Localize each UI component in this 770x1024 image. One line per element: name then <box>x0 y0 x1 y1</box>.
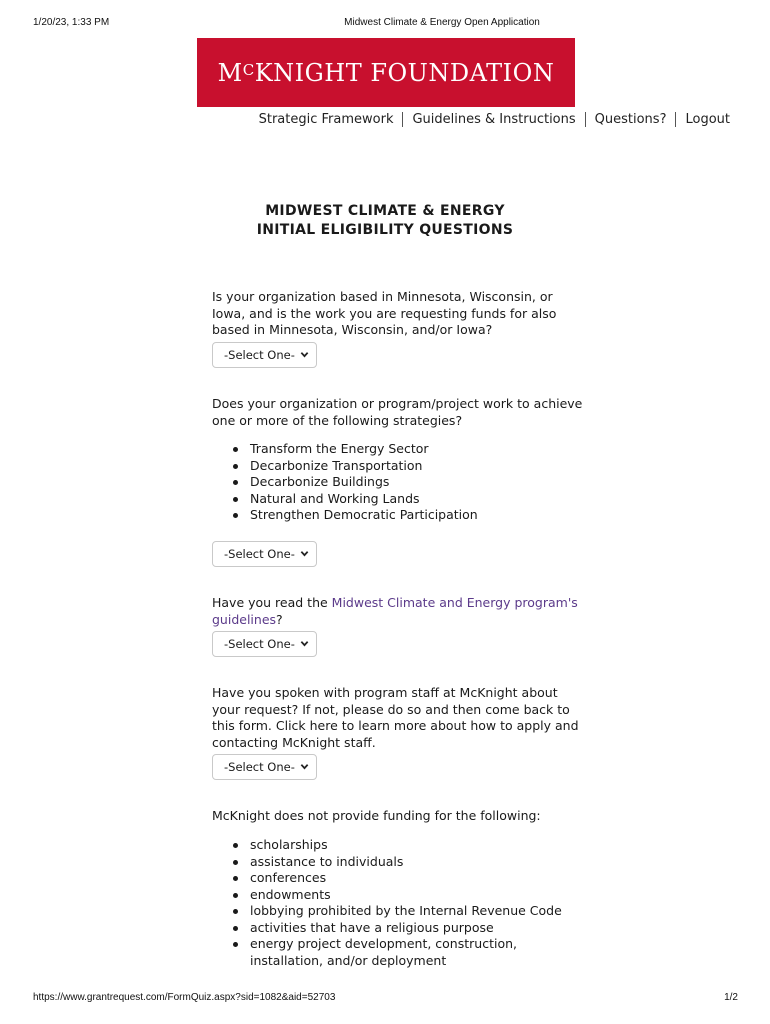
print-page-number: 1/2 <box>724 992 738 1003</box>
chevron-down-icon <box>300 639 309 648</box>
exclusions-intro: McKnight does not provide funding for the following: <box>212 808 541 823</box>
guidelines-link[interactable]: Midwest Climate and Energy program's guidelines <box>212 595 578 627</box>
list-item: Natural and Working Lands <box>233 491 478 508</box>
chevron-down-icon <box>300 549 309 558</box>
nav-logout[interactable]: Logout <box>685 112 730 127</box>
nav-guidelines-instructions[interactable]: Guidelines & Instructions <box>412 112 576 127</box>
page-title <box>0 202 770 240</box>
list-item: conferences <box>233 870 583 887</box>
question-4-select[interactable] <box>212 754 317 780</box>
list-item: lobbying prohibited by the Internal Revenue Code <box>233 903 583 920</box>
question-3-select-value: -Select One- <box>224 637 295 651</box>
chevron-down-icon <box>300 762 309 771</box>
logo-text: $M^CKNIGHT$ FOUNDATION <box>217 58 555 87</box>
top-nav <box>259 112 730 127</box>
list-item: activities that have a religious purpose <box>233 920 583 937</box>
page-title-line-2: INITIAL ELIGIBILITY QUESTIONS <box>256 222 514 238</box>
list-item: scholarships <box>233 837 583 854</box>
question-1-select-value: -Select One- <box>224 348 295 362</box>
question-1-text: Is your organization based in Minnesota, Wisconsin, or Iowa, and is the work you are requesting funds for also based in Minnesota, Wisconsin, and/or Iowa? <box>212 289 557 337</box>
question-2-text: Does your organization or program/project work to achieve one or more of the following strategies? <box>212 396 583 428</box>
list-item: Transform the Energy Sector <box>233 441 478 458</box>
chevron-down-icon <box>300 350 309 359</box>
list-item: assistance to individuals <box>233 854 583 871</box>
list-item: endowments <box>233 887 583 904</box>
question-4-select-value: -Select One- <box>224 760 295 774</box>
mcknight-logo[interactable] <box>197 38 575 107</box>
print-datetime: 1/20/23, 1:33 PM <box>33 17 110 28</box>
page-title-line-1: MIDWEST CLIMATE & ENERGY <box>265 203 505 219</box>
exclusions-list <box>233 837 583 969</box>
question-3-select[interactable] <box>212 631 317 657</box>
list-item: Decarbonize Transportation <box>233 458 478 475</box>
list-item: Strengthen Democratic Participation <box>233 507 478 524</box>
print-url: https://www.grantrequest.com/FormQuiz.aspx?sid=1082&aid=52703 <box>33 992 336 1003</box>
nav-divider <box>402 112 403 127</box>
nav-strategic-framework[interactable]: Strategic Framework <box>258 112 394 127</box>
nav-divider <box>585 112 586 127</box>
nav-questions[interactable]: Questions? <box>594 112 667 127</box>
list-item: energy project development, construction, installation, and/or deployment <box>233 936 583 969</box>
question-2-select[interactable] <box>212 541 317 567</box>
list-item: Decarbonize Buildings <box>233 474 478 491</box>
question-4-text: Have you spoken with program staff at McKnight about your request? If not, please do so and then come back to this form. Click here to learn more about how to apply and contacting McKnight staff. <box>212 685 579 750</box>
print-page-title: Midwest Climate & Energy Open Application <box>344 17 540 28</box>
question-1-select[interactable] <box>212 342 317 368</box>
question-2-select-value: -Select One- <box>224 547 295 561</box>
strategy-list <box>233 441 478 524</box>
question-3-text: Have you read the Midwest Climate and Energy program's guidelines? <box>212 595 578 627</box>
nav-divider <box>675 112 676 127</box>
